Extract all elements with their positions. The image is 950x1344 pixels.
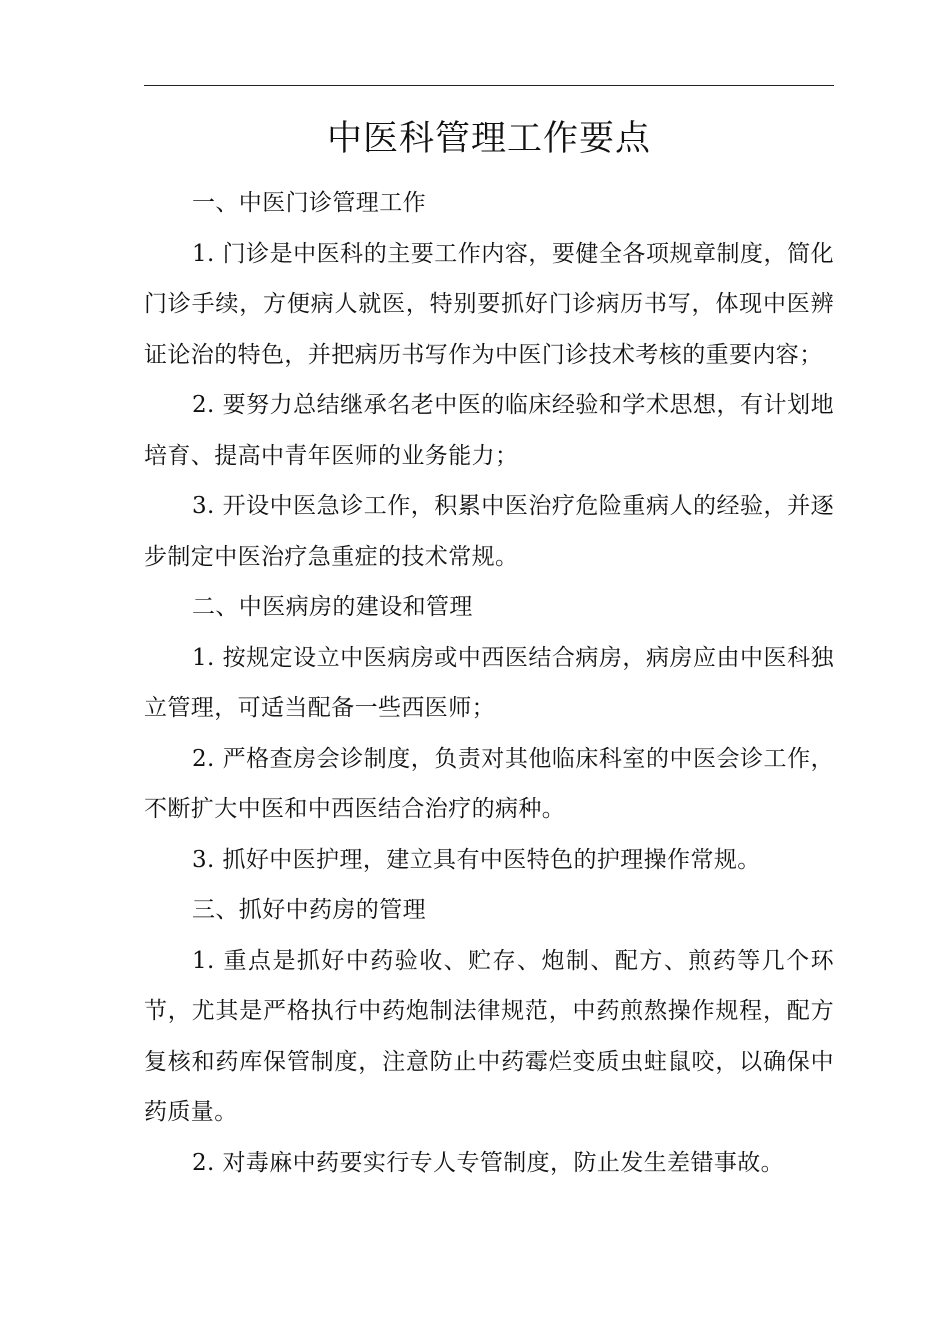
paragraph-outpatient-2: 2. 要努力总结继承名老中医的临床经验和学术思想，有计划地培育、提高中青年医师的业务能力； bbox=[144, 392, 834, 469]
section-heading-pharmacy: 三、抓好中药房的管理 bbox=[192, 897, 426, 923]
section-heading-ward: 二、中医病房的建设和管理 bbox=[192, 594, 473, 620]
header-rule bbox=[144, 85, 834, 86]
paragraph-pharmacy-2: 2. 对毒麻中药要实行专人专管制度，防止发生差错事故。 bbox=[192, 1149, 785, 1176]
section-heading-outpatient: 一、中医门诊管理工作 bbox=[192, 190, 426, 216]
document-title: 中医科管理工作要点 bbox=[326, 119, 651, 159]
paragraph-outpatient-3: 3. 开设中医急诊工作，积累中医治疗危险重病人的经验，并逐步制定中医治疗急重症的技术常规。 bbox=[144, 493, 834, 570]
paragraph-ward-1: 1. 按规定设立中医病房或中西医结合病房，病房应由中医科独立管理，可适当配备一些西医师； bbox=[144, 644, 834, 721]
document-body bbox=[144, 178, 834, 1188]
paragraph-ward-2: 2. 严格查房会诊制度，负责对其他临床科室的中医会诊工作，不断扩大中医和中西医结合治疗的病种。 bbox=[144, 745, 834, 822]
paragraph-pharmacy-1: 1. 重点是抓好中药验收、贮存、炮制、配方、煎药等几个环节，尤其是严格执行中药炮制法律规范，中药煎熬操作规程，配方复核和药库保管制度，注意防止中药霉烂变质虫蛀鼠咬，以确保中药质量。 bbox=[144, 947, 834, 1125]
paragraph-ward-3: 3. 抓好中医护理，建立具有中医特色的护理操作常规。 bbox=[192, 846, 761, 873]
paragraph-outpatient-1: 1. 门诊是中医科的主要工作内容，要健全各项规章制度，简化门诊手续，方便病人就医，特别要抓好门诊病历书写，体现中医辨证论治的特色，并把病历书写作为中医门诊技术考核的重要内容； bbox=[144, 240, 834, 368]
